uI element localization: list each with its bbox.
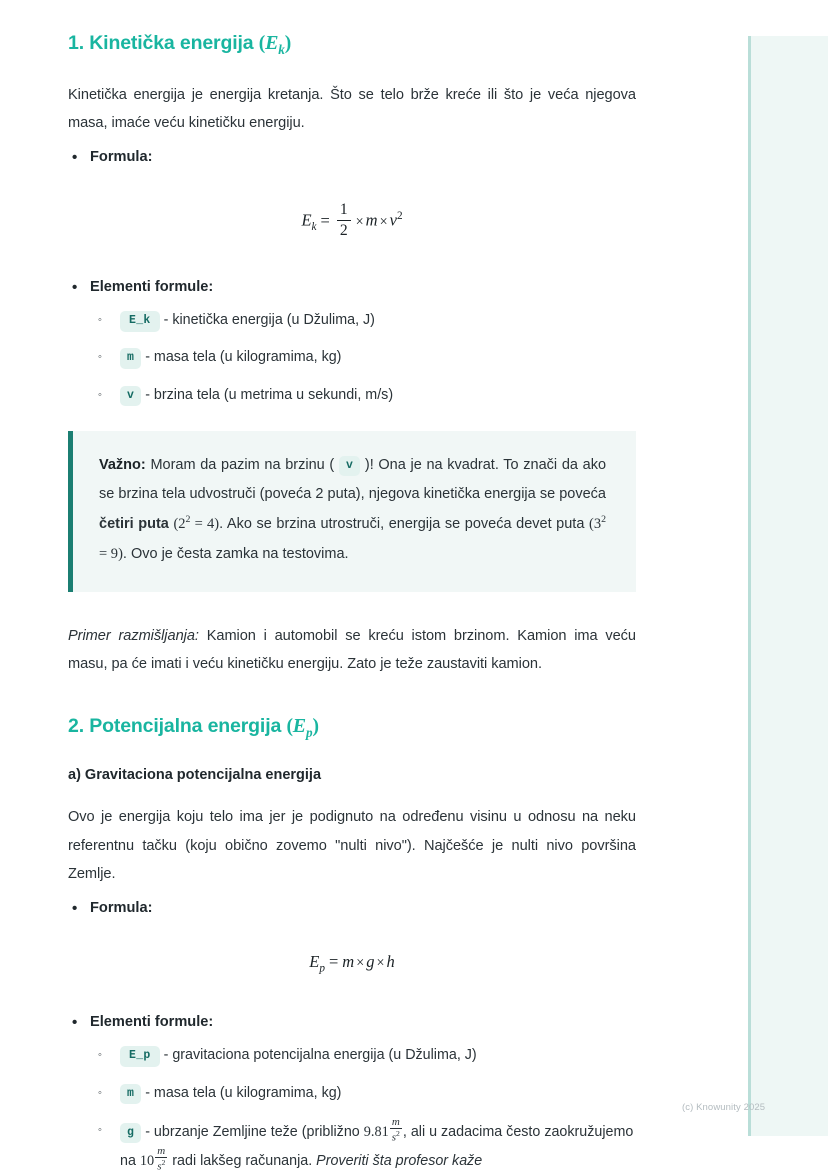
element-description: - brzina tela (u metrima u sekundi, m/s) xyxy=(145,386,394,403)
circle-bullet-icon: ◦ xyxy=(98,388,102,401)
gravity-mid-text: , ali u zadacima često zaokružujemo na xyxy=(120,1123,634,1169)
bullet-icon: • xyxy=(72,1013,78,1031)
math-1-rest: = 4 xyxy=(194,516,215,533)
list-item xyxy=(90,1117,636,1175)
section-2-title: Potencijalna energija xyxy=(89,714,282,737)
code-chip-ep: E_p xyxy=(120,1046,160,1066)
callout-text xyxy=(99,451,606,570)
formula-lhs: E xyxy=(309,952,320,972)
circle-bullet-icon: ◦ xyxy=(98,1086,102,1099)
unit-den-exponent: 2 xyxy=(161,1157,166,1167)
formula-label: Formula: xyxy=(90,899,153,916)
unit-den-base: s xyxy=(391,1131,397,1144)
kinetic-energy-formula xyxy=(68,201,636,239)
potential-energy-formula xyxy=(68,952,636,974)
elements-label: Elementi formule: xyxy=(90,278,214,295)
formula-lhs-sub: p xyxy=(319,962,325,975)
section-2-elements-list xyxy=(68,1009,636,1175)
section-1-symbol-group: $(E_k)$ xyxy=(258,32,292,57)
formula-times-2: × xyxy=(379,213,388,230)
callout-lead: Važno: xyxy=(99,456,146,473)
unit-numerator: m xyxy=(157,1144,166,1157)
code-chip-g: g xyxy=(120,1123,141,1143)
bullet-icon: • xyxy=(72,899,78,917)
section-1-example xyxy=(68,622,636,679)
section-1-formula-list xyxy=(68,144,636,172)
bullet-icon: • xyxy=(72,278,78,296)
formula-label-item xyxy=(68,144,636,172)
section-2-element-sublist xyxy=(90,1042,636,1175)
bullet-icon: • xyxy=(72,148,78,166)
formula-mass: m xyxy=(342,952,355,972)
gravity-description xyxy=(120,1115,634,1173)
formula-lhs: E xyxy=(301,210,312,230)
callout-part-4: . Ovo je česta zamka na testovima. xyxy=(122,545,349,562)
unit-denominator xyxy=(390,1128,402,1143)
fraction-numerator: 1 xyxy=(339,201,348,219)
formula-times-1: × xyxy=(356,955,365,972)
example-label: Primer razmišljanja: xyxy=(68,627,199,644)
math-2-exponent: 2 xyxy=(601,514,607,526)
formula-equals: = xyxy=(320,210,330,230)
section-2-symbol-group: $(E_p)$ xyxy=(286,714,319,740)
section-1-symbol-sub: k xyxy=(278,42,285,57)
section-2-symbol: E xyxy=(292,714,306,737)
list-item xyxy=(90,382,636,409)
element-description: - masa tela (u kilogramima, kg) xyxy=(145,349,342,366)
section-1-symbol: E xyxy=(265,32,279,54)
section-1-intro: Kinetička energija je energija kretanja. Što se telo brže kreće ili što je veća njegova masa, imaće veću kinetičku energiju. xyxy=(68,86,636,132)
section-2-number: 2. xyxy=(68,714,84,737)
formula-velocity: v xyxy=(389,210,397,230)
section-1-elements-list xyxy=(68,274,636,409)
callout-math-2: $(3^2 = 9)$ xyxy=(99,514,607,562)
callout-math-1: $(2^2 = 4)$ xyxy=(173,514,220,533)
gravity-value-rounded: 10 xyxy=(139,1152,155,1169)
element-description: - masa tela (u kilogramima, kg) xyxy=(145,1084,342,1101)
math-1-base: 2 xyxy=(178,516,186,533)
math-2-rest: = 9 xyxy=(99,545,119,562)
code-chip-m: m xyxy=(120,1084,141,1104)
circle-bullet-icon: ◦ xyxy=(98,351,102,364)
fraction-denominator: 2 xyxy=(337,220,351,240)
formula-mass: m xyxy=(365,210,378,230)
callout-part-3: . Ako se brzina utrostruči, energija se poveća devet puta xyxy=(219,516,585,533)
list-item xyxy=(90,344,636,371)
callout-part-1: Moram da pazim na brzinu ( xyxy=(150,456,335,473)
unit-den-exponent: 2 xyxy=(396,1128,400,1138)
math-2-base: 3 xyxy=(593,516,602,533)
formula-label: Formula: xyxy=(90,148,153,165)
element-description: - gravitaciona potencijalna energija (u Džulima, J) xyxy=(163,1047,477,1064)
code-chip-v: v xyxy=(120,386,141,406)
section-2-subtitle: a) Gravitaciona potencijalna energija xyxy=(68,767,322,784)
formula-velocity-exponent: 2 xyxy=(396,210,403,223)
formula-height: h xyxy=(386,952,395,972)
section-2-heading xyxy=(68,713,636,742)
callout-part-2: )! Ona je na kvadrat. To znači da ako se brzina tela udvostruči (poveća 2 puta), njegova kinetička energija se poveća xyxy=(99,456,607,503)
formula-gravity: g xyxy=(366,952,375,972)
section-2-formula-list xyxy=(68,895,636,923)
list-item xyxy=(90,1042,636,1069)
section-1-title: Kinetička energija xyxy=(89,32,254,54)
list-item xyxy=(90,307,636,334)
gravity-value: 9.81 xyxy=(363,1123,389,1140)
code-chip-m: m xyxy=(120,348,141,368)
unit-fraction-2 xyxy=(155,1146,167,1173)
formula-fraction xyxy=(337,201,351,239)
element-description: - kinetička energija (u Džulima, J) xyxy=(163,312,375,329)
code-chip-v-inline: v xyxy=(339,456,360,476)
section-2-intro: Ovo je energija koju telo ima jer je podignuto na određenu visinu u odnosu na neku referentnu tačku (koju obično zovemo "nulti nivo"). Najčešće je nulti nivo površina Zemlje. xyxy=(68,809,636,883)
code-chip-ek: E_k xyxy=(120,311,160,331)
elements-label-item xyxy=(68,274,636,409)
formula-times-1: × xyxy=(355,213,364,230)
section-1-element-sublist xyxy=(90,307,636,408)
gravity-post-text: radi lakšeg računanja. xyxy=(172,1152,313,1169)
elements-label-item xyxy=(68,1009,636,1175)
gravity-pre-text: - ubrzanje Zemljine teže (približno xyxy=(145,1123,360,1140)
example-text: Kamion i automobil se kreću istom brzinom. Kamion ima veću masu, pa će imati i veću kinetičku energiju. Zato je teže zaustaviti kamion. xyxy=(68,627,636,673)
watermark: (c) Knowunity 2025 xyxy=(682,1102,766,1113)
unit-fraction-1 xyxy=(390,1117,402,1144)
section-1-number: 1. xyxy=(68,32,84,54)
unit-denominator xyxy=(155,1157,167,1172)
callout-bold-phrase: četiri puta xyxy=(99,516,169,533)
circle-bullet-icon: ◦ xyxy=(98,1123,102,1136)
circle-bullet-icon: ◦ xyxy=(98,314,102,327)
unit-den-base: s xyxy=(157,1160,162,1173)
formula-label-item xyxy=(68,895,636,923)
section-2-symbol-sub: p xyxy=(306,724,313,740)
elements-label: Elementi formule: xyxy=(90,1013,214,1030)
formula-times-2: × xyxy=(376,955,385,972)
section-1-heading xyxy=(68,30,636,59)
circle-bullet-icon: ◦ xyxy=(98,1049,102,1062)
right-side-panel xyxy=(748,36,828,1136)
gravity-italic-note: Proveriti šta profesor kaže xyxy=(316,1152,483,1169)
math-1-exponent: 2 xyxy=(185,514,191,526)
unit-numerator: m xyxy=(391,1115,400,1128)
formula-equals: = xyxy=(328,952,339,972)
formula-lhs-sub: k xyxy=(311,221,317,234)
important-callout xyxy=(68,431,636,592)
list-item xyxy=(90,1080,636,1107)
